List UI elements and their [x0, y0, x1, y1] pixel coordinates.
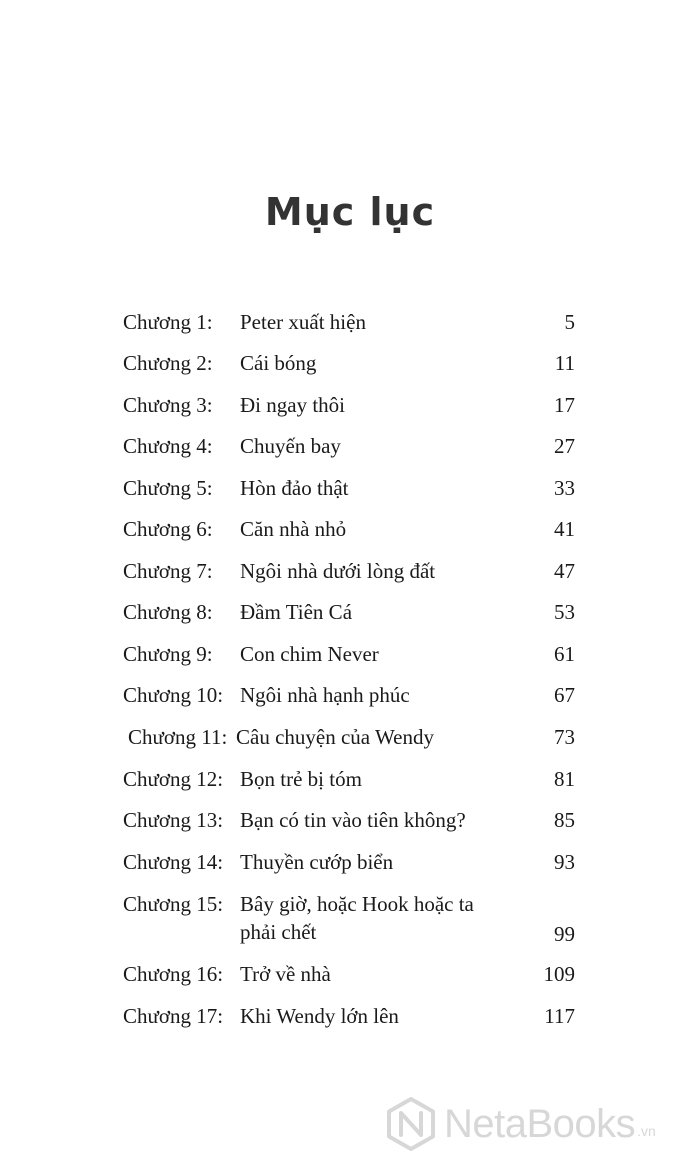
watermark	[386, 1096, 656, 1152]
page-number: 81	[554, 767, 575, 791]
chapter-title: Ngôi nhà dưới lòng đất	[240, 559, 436, 583]
page-number: 85	[554, 808, 575, 832]
chapter-title: Con chim Never	[240, 642, 379, 666]
chapter-label: Chương 14:	[123, 850, 224, 874]
chapter-label: Chương 7:	[123, 559, 213, 583]
chapter-label: Chương 11:	[128, 725, 228, 749]
chapter-title: Bạn có tin vào tiên không?	[240, 808, 466, 832]
chapter-label: Chương 17:	[123, 1004, 224, 1028]
chapter-label: Chương 10:	[123, 683, 224, 707]
page-number: 5	[564, 310, 575, 334]
chapter-label: Chương 9:	[123, 642, 213, 666]
page-number: 67	[554, 683, 575, 707]
chapter-label: Chương 5:	[123, 476, 213, 500]
chapter-title: Chuyến bay	[240, 434, 341, 458]
chapter-title: Cái bóng	[240, 351, 317, 375]
chapter-label: Chương 8:	[123, 600, 213, 624]
chapter-title: Khi Wendy lớn lên	[240, 1004, 399, 1028]
page-title: Mục lục	[264, 190, 436, 234]
chapter-label: Chương 16:	[123, 962, 224, 986]
page-number: 27	[554, 434, 575, 458]
page-number: 61	[554, 642, 575, 666]
chapter-label: Chương 13:	[123, 808, 224, 832]
page-number: 17	[554, 393, 575, 417]
chapter-label: Chương 3:	[123, 393, 213, 417]
chapter-title: Thuyền cướp biển	[240, 850, 394, 874]
chapter-title: Đi ngay thôi	[240, 393, 345, 417]
chapter-title: Ngôi nhà hạnh phúc	[240, 683, 410, 707]
chapter-label: Chương 4:	[123, 434, 213, 458]
page-number: 73	[554, 725, 575, 749]
chapter-title: Bọn trẻ bị tóm	[240, 767, 362, 791]
chapter-title: Trở về nhà	[240, 962, 331, 986]
chapter-title: Đầm Tiên Cá	[240, 600, 353, 624]
page-number: 33	[554, 476, 575, 500]
chapter-label: Chương 2:	[123, 351, 213, 375]
chapter-label: Chương 6:	[123, 517, 213, 541]
page-number: 11	[554, 351, 575, 375]
page-number: 41	[554, 517, 575, 541]
page-number: 53	[554, 600, 575, 624]
chapter-title: Câu chuyện của Wendy	[236, 725, 434, 749]
page-number: 93	[554, 850, 575, 874]
chapter-label: Chương 12:	[123, 767, 224, 791]
chapter-title: Peter xuất hiện	[240, 310, 366, 334]
chapter-label: Chương 1:	[123, 310, 213, 334]
chapter-title: Hòn đảo thật	[240, 476, 349, 500]
page-number: 117	[544, 1004, 575, 1028]
chapter-title: Căn nhà nhỏ	[240, 517, 347, 541]
page-number: 99	[554, 922, 575, 946]
watermark-brand: NetaBooks	[444, 1101, 636, 1146]
page-number: 109	[543, 962, 575, 986]
netabooks-logo-icon	[386, 1096, 436, 1152]
toc-entry	[0, 890, 700, 948]
page-number: 47	[554, 559, 575, 583]
chapter-label: Chương 15:	[123, 892, 224, 916]
watermark-suffix: .vn	[637, 1123, 656, 1139]
chapter-title: Bây giờ, hoặc Hook hoặc ta phải chết	[240, 892, 474, 944]
